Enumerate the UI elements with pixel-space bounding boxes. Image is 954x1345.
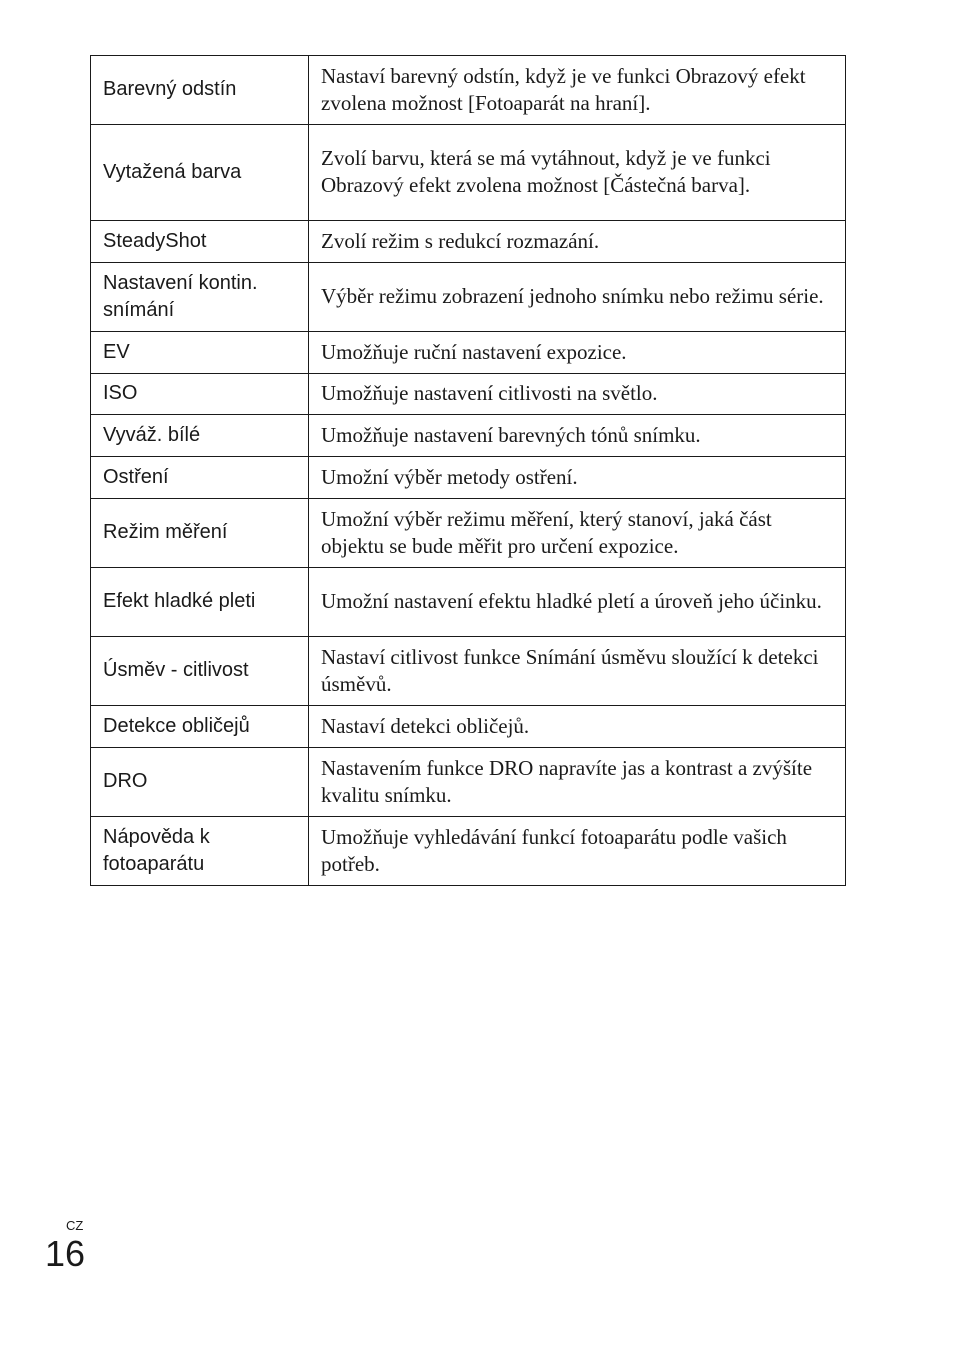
table-row [91, 263, 846, 332]
table-row [91, 332, 846, 374]
table-row [91, 56, 846, 125]
setting-description: Zvolí režim s redukcí rozmazání. [309, 221, 846, 263]
setting-description: Umožňuje ruční nastavení expozice. [309, 332, 846, 374]
setting-description: Nastaví detekci obličejů. [309, 706, 846, 748]
setting-description: Umožňuje nastavení barevných tónů snímku. [309, 415, 846, 457]
setting-name: DRO [91, 748, 309, 817]
setting-name: Vyváž. bílé [91, 415, 309, 457]
setting-name: Úsměv - citlivost [91, 637, 309, 706]
page-number: 16 [45, 1233, 86, 1274]
setting-name: Efekt hladké pleti [91, 568, 309, 637]
setting-name: ISO [91, 374, 309, 415]
setting-description: Umožní výběr metody ostření. [309, 457, 846, 499]
setting-name: Ostření [91, 457, 309, 499]
setting-description: Zvolí barvu, která se má vytáhnout, když je ve funkci Obrazový efekt zvolena možnost [Částečná barva]. [309, 125, 846, 221]
setting-description: Umožní výběr režimu měření, který stanoví, jaká část objektu se bude měřit pro určení expozice. [309, 499, 846, 568]
table-row [91, 374, 846, 415]
setting-description: Nastavením funkce DRO napravíte jas a kontrast a zvýšíte kvalitu snímku. [309, 748, 846, 817]
setting-name: SteadyShot [91, 221, 309, 263]
table-row [91, 457, 846, 499]
setting-description: Umožní nastavení efektu hladké pletí a úroveň jeho účinku. [309, 568, 846, 637]
table-row [91, 221, 846, 263]
setting-name: Nápověda k fotoaparátu [91, 817, 309, 886]
settings-table-body [91, 56, 846, 886]
table-row [91, 706, 846, 748]
setting-description: Umožňuje vyhledávání funkcí fotoaparátu podle vašich potřeb. [309, 817, 846, 886]
setting-name: Barevný odstín [91, 56, 309, 125]
setting-description: Nastaví citlivost funkce Snímání úsměvu sloužící k detekci úsměvů. [309, 637, 846, 706]
settings-table [90, 55, 846, 886]
table-row [91, 637, 846, 706]
table-row [91, 568, 846, 637]
setting-description: Výběr režimu zobrazení jednoho snímku nebo režimu série. [309, 263, 846, 332]
setting-name: Vytažená barva [91, 125, 309, 221]
page-language-code: CZ [66, 1218, 84, 1233]
table-row [91, 415, 846, 457]
setting-name: Nastavení kontin. snímání [91, 263, 309, 332]
table-row [91, 817, 846, 886]
setting-description: Nastaví barevný odstín, když je ve funkci Obrazový efekt zvolena možnost [Fotoaparát na hraní]. [309, 56, 846, 125]
setting-name: EV [91, 332, 309, 374]
setting-name: Detekce obličejů [91, 706, 309, 748]
table-row [91, 125, 846, 221]
setting-description: Umožňuje nastavení citlivosti na světlo. [309, 374, 846, 415]
setting-name: Režim měření [91, 499, 309, 568]
table-row [91, 748, 846, 817]
table-row [91, 499, 846, 568]
